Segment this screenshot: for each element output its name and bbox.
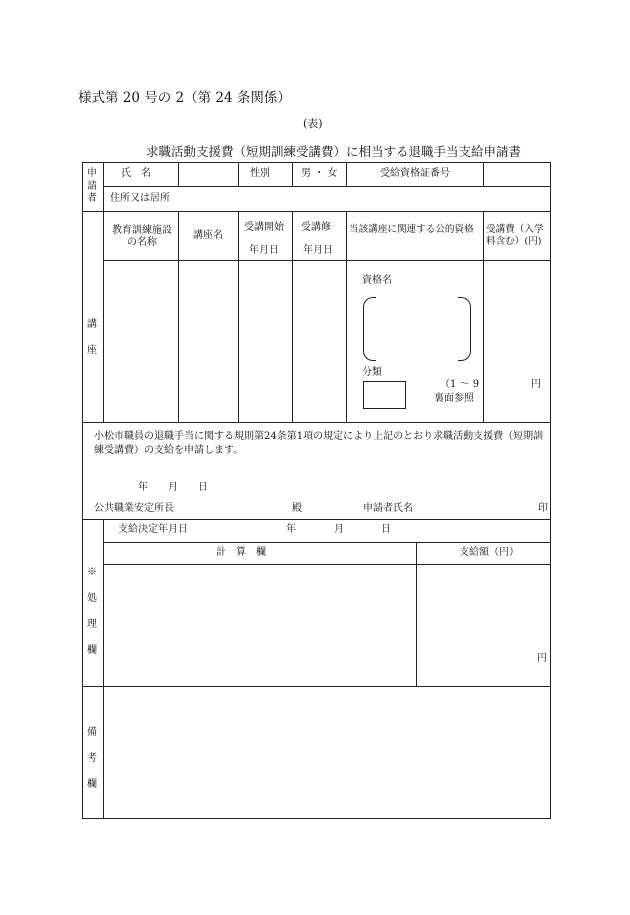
rule: [82, 162, 550, 163]
certificate-number-label: 受給資格証番号: [380, 168, 450, 179]
applicant-name-label: 申請者氏名: [363, 503, 413, 514]
category-note-reverse: 裏面参照: [434, 393, 474, 404]
declaration-date: 年 月 日: [138, 482, 208, 493]
declaration-text: 小松市職員の退職手当に関する規則第24条第1項の規定により上記のとおり求職活動支援費（短期訓練受講費）の支給を申請します。: [94, 431, 544, 456]
seal-mark: 印: [538, 503, 548, 514]
col-start-date-sub: 年月日: [249, 245, 279, 256]
form-number: 様式第 20 号の 2（第 24 条関係）: [78, 90, 291, 106]
rule: [82, 422, 550, 423]
rule: [346, 211, 347, 422]
gender-label: 性別: [250, 168, 270, 179]
form-title: 求職活動支援費（短期訓練受講費）に相当する退職手当支給申請書: [146, 144, 522, 159]
decision-day: 日: [381, 524, 391, 535]
rule: [103, 162, 104, 422]
fee-yen-unit: 円: [531, 379, 541, 390]
col-end-date-sub: 年月日: [303, 245, 333, 256]
rule: [346, 162, 347, 186]
decision-month: 月: [334, 524, 344, 535]
processing-section-label: ※処理欄: [87, 567, 97, 656]
left-bracket: [363, 297, 376, 361]
rule: [103, 542, 550, 543]
category-note: （1 〜 9: [440, 379, 480, 390]
rule: [103, 186, 550, 187]
right-bracket: [458, 297, 471, 361]
course-section-label: 講座: [87, 319, 97, 356]
rule: [82, 162, 83, 818]
rule: [292, 162, 293, 186]
gender-options: 男 ・ 女: [301, 168, 338, 179]
rule: [483, 162, 484, 186]
rule: [178, 211, 179, 422]
rule: [292, 211, 293, 422]
calc-label: 計 算 欄: [216, 547, 266, 558]
address-label: 住所又は居所: [110, 193, 170, 204]
applicant-section-label: 申請者: [87, 168, 97, 204]
rule: [82, 818, 551, 819]
rule: [103, 519, 104, 818]
rule: [550, 162, 551, 818]
rule: [238, 162, 239, 186]
rule: [238, 211, 239, 422]
rule: [483, 211, 484, 422]
rule: [82, 519, 550, 520]
remarks-section-label: 備考欄: [87, 727, 97, 790]
col-fee: 受講費（入学料含む）(円): [486, 224, 544, 247]
rule: [178, 162, 179, 186]
rule: [103, 564, 550, 565]
name-label: 氏 名: [121, 168, 151, 179]
rule: [82, 211, 550, 212]
category-input-box[interactable]: [363, 381, 406, 409]
decision-year: 年: [286, 524, 296, 535]
qualification-name-label: 資格名: [362, 275, 392, 286]
amount-label: 支給額（円）: [459, 547, 519, 558]
col-facility-name: 教育訓練施設の名称: [112, 225, 172, 248]
amount-yen-unit: 円: [537, 653, 547, 664]
col-course-name: 講座名: [193, 230, 223, 241]
side-label: (表): [303, 117, 323, 130]
col-qualification: 当該講座に関連する公的資格: [349, 224, 474, 235]
honorific: 殿: [292, 503, 302, 514]
rule: [82, 686, 550, 687]
rule: [416, 542, 417, 686]
decision-date-label: 支給決定年月日: [118, 524, 188, 535]
col-end-date: 受講修: [301, 222, 331, 233]
col-start-date: 受講開始: [244, 222, 284, 233]
addressee: 公共職業安定所長: [94, 503, 174, 514]
category-label: 分類: [362, 367, 382, 378]
